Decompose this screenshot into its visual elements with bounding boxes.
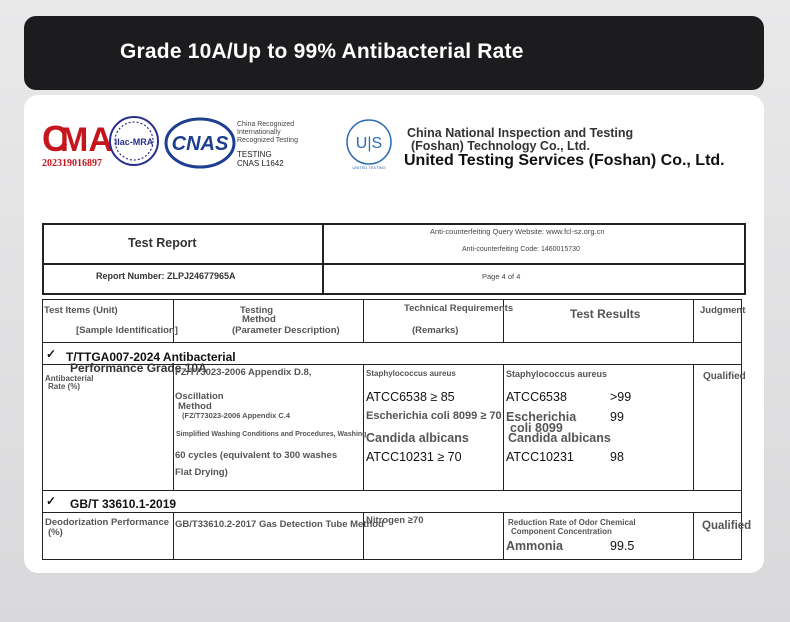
page-indicator: Page 4 of 4 <box>482 272 521 281</box>
section1-method5: Simplified Washing Conditions and Procedures, Washing <box>176 431 367 438</box>
svg-text:U|S: U|S <box>355 135 383 152</box>
title-banner <box>24 16 764 90</box>
divider <box>42 342 742 343</box>
divider <box>42 559 742 560</box>
section1-req4: ATCC10231 ≥ 70 <box>366 450 462 464</box>
lab-name-cn-line2: (Foshan) Technology Co., Ltd. <box>411 139 590 153</box>
svg-text:MA: MA <box>60 121 113 159</box>
section1-method2: Oscillation <box>175 391 224 402</box>
divider <box>42 490 742 491</box>
svg-text:ilac-MRA: ilac-MRA <box>114 137 154 147</box>
section1-method3: Method <box>178 401 212 412</box>
section2-item-unit: (%) <box>48 527 63 538</box>
report-header-box <box>42 223 746 295</box>
section1-res1-val: >99 <box>610 390 632 404</box>
divider <box>693 299 694 342</box>
cnas-note: China Recognized Internationally Recognized Testing <box>237 121 298 144</box>
header-parameter: (Parameter Description) <box>232 325 340 336</box>
report-card <box>24 95 764 573</box>
uts-logo <box>344 117 394 171</box>
report-number: Report Number: ZLPJ24677965A <box>96 271 236 281</box>
section1-judgment: Qualified <box>703 371 746 382</box>
section2-res-head1: Reduction Rate of Odor Chemical <box>508 518 636 527</box>
cnas-logo <box>164 117 236 169</box>
header-testing: Testing <box>240 305 274 316</box>
header-remarks: (Remarks) <box>412 325 459 336</box>
divider <box>42 299 742 300</box>
section1-item: Antibacterial <box>45 374 94 383</box>
section1-method7: Flat Drying) <box>175 467 228 478</box>
section1-title-line2: Performance Grade 10A <box>70 361 207 375</box>
header-requirements: Technical Requirements <box>404 303 514 314</box>
report-title: Test Report <box>128 236 197 250</box>
banner-title: Grade 10A/Up to 99% Antibacterial Rate <box>120 40 524 63</box>
divider <box>44 263 744 265</box>
cnas-id: CNAS L1642 <box>237 159 284 168</box>
anti-counterfeit-code: Anti-counterfeiting Code: 1460015730 <box>462 246 580 253</box>
section2-res-name: Ammonia <box>506 539 563 553</box>
header-judgment: Judgment <box>700 305 746 316</box>
cnas-testing <box>237 150 284 168</box>
lab-name-en: United Testing Services (Foshan) Co., Ltd. <box>404 152 725 169</box>
section2-item: Deodorization Performance <box>45 517 170 528</box>
divider <box>363 299 364 342</box>
ilac-mra-logo <box>108 115 160 167</box>
section2-res-val: 99.5 <box>610 539 635 553</box>
section1-req1: ATCC6538 ≥ 85 <box>366 390 455 404</box>
section1-res-head: Staphylococcus aureus <box>506 369 608 379</box>
section1-req-head: Staphylococcus aureus <box>366 369 456 378</box>
section1-method4: (FZ/T73023-2006 Appendix C.4 <box>182 411 291 420</box>
cma-logo <box>40 117 113 159</box>
section1-res2-val: 99 <box>610 410 624 424</box>
divider <box>693 512 694 559</box>
divider <box>42 299 43 559</box>
svg-text:C: C <box>42 118 68 159</box>
header-sample-id: [Sample Identification] <box>76 325 178 336</box>
section2-req: Nitrogen ≥70 <box>366 515 424 526</box>
section1-res4-name: ATCC10231 <box>506 450 574 464</box>
query-website: Anti-counterfeiting Query Website: www.fcl-sz.org.cn <box>430 227 605 236</box>
section1-req3: Candida albicans <box>366 431 469 445</box>
results-table <box>42 299 752 569</box>
lab-name-cn <box>407 127 633 153</box>
section1-title-line1: T/TTGA007-2024 Antibacterial <box>66 350 236 364</box>
divider <box>503 364 504 490</box>
divider <box>322 225 324 293</box>
divider <box>173 364 174 490</box>
section1-res1-name: ATCC6538 <box>506 390 567 404</box>
header-test-items: Test Items (Unit) <box>44 305 118 316</box>
section1-method1: FZ/T73023-2006 Appendix D.8, <box>175 367 312 378</box>
cnas-testing-label: TESTING <box>237 150 272 159</box>
section1-res2-name2: coli 8099 <box>510 421 563 435</box>
divider <box>363 364 364 490</box>
divider <box>693 364 694 490</box>
section1-item-unit: Rate (%) <box>48 382 81 391</box>
section1-res3-name: Candida albicans <box>508 431 611 445</box>
section1-req2: Escherichia coli 8099 ≥ 70 <box>366 410 502 422</box>
section2-check-icon: ✓ <box>46 494 57 508</box>
cma-number: 2023190168​97 <box>42 158 102 169</box>
section1-res4-val: 98 <box>610 450 624 464</box>
svg-text:CNAS: CNAS <box>171 133 229 155</box>
section1-res2-name: Escherichia <box>506 410 577 424</box>
section2-method: GB/T33610.2-2017 Gas Detection Tube Method <box>175 519 384 530</box>
header-method: Method <box>242 314 276 325</box>
lab-name-cn-line1: China National Inspection and Testing <box>407 126 634 140</box>
header-results: Test Results <box>570 307 641 321</box>
divider <box>42 512 742 513</box>
section2-res-head2: Component Concentration <box>511 527 612 536</box>
divider <box>503 512 504 559</box>
section1-check-icon: ✓ <box>46 347 57 361</box>
section2-title: GB/T 33610.1-2019 <box>70 497 177 511</box>
divider <box>173 512 174 559</box>
svg-text:UNITED TESTING: UNITED TESTING <box>352 165 386 170</box>
section2-judgment: Qualified <box>702 520 752 532</box>
section1-method6: 60 cycles (equivalent to 300 washes <box>175 450 338 461</box>
